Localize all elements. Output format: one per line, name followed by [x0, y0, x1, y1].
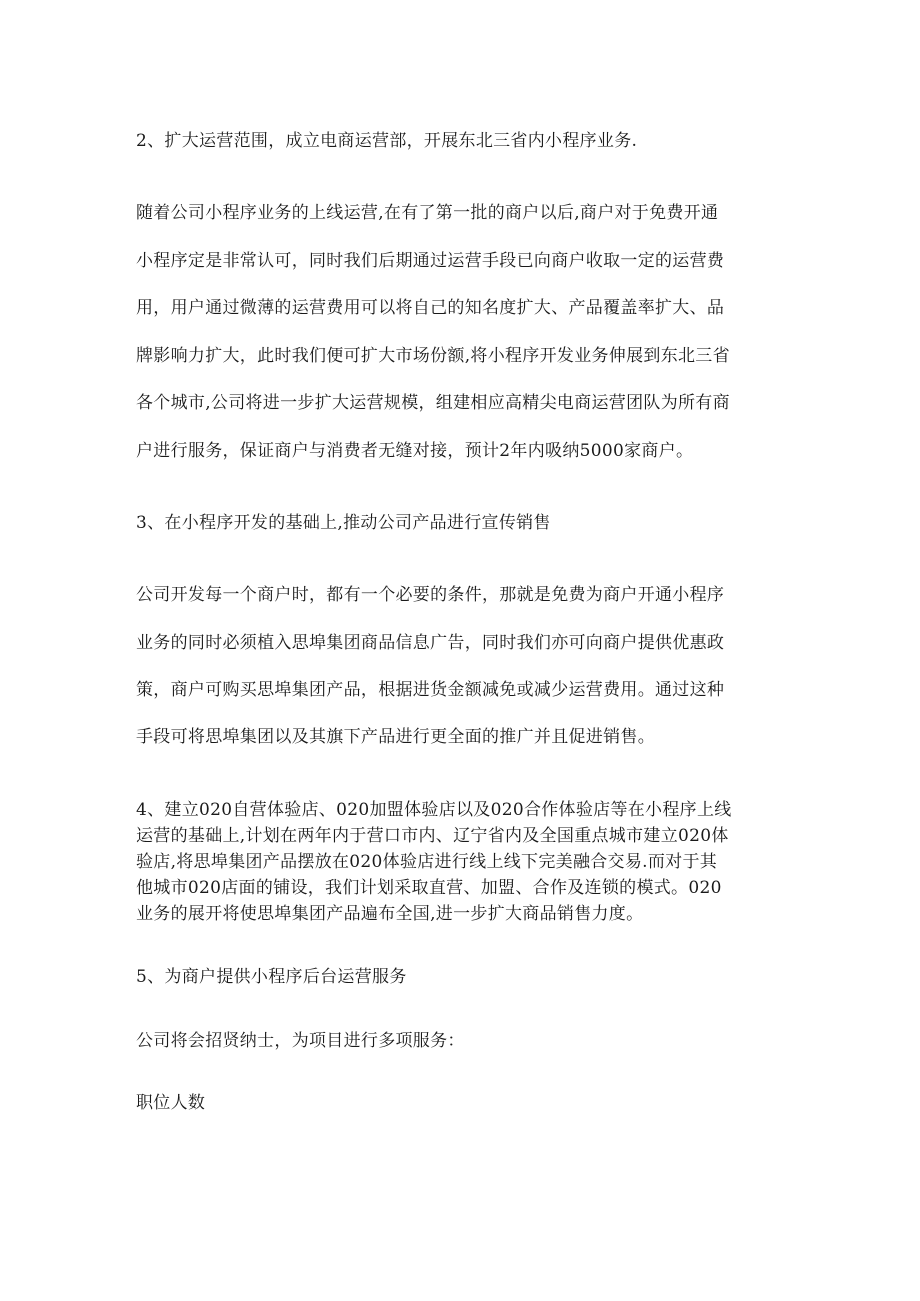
section-2-paragraph-line: 户进行服务，保证商户与消费者无缝对接，预计2年内吸纳5000家商户。: [136, 441, 694, 461]
section-2-paragraph-line: 牌影响力扩大，此时我们便可扩大市场份额,将小程序开发业务伸展到东北三省: [136, 346, 730, 366]
section-3-paragraph-line: 公司开发每一个商户时，都有一个必要的条件，那就是免费为商户开通小程序: [136, 585, 725, 605]
section-4-paragraph-line: 验店,将思埠集团产品摆放在020体验店进行线上线下完美融合交易.而对于其: [136, 852, 718, 872]
section-2-paragraph-line: 用，用户通过微薄的运营费用可以将自己的知名度扩大、产品覆盖率扩大、品: [136, 298, 725, 318]
section-4-paragraph-line: 他城市020店面的铺设，我们计划采取直营、加盟、合作及连锁的模式。020: [136, 878, 722, 898]
section-2-paragraph-line: 小程序定是非常认可，同时我们后期通过运营手段已向商户收取一定的运营费: [136, 251, 725, 271]
section-4-paragraph-line: 运营的基础上,计划在两年内于营口市内、辽宁省内及全国重点城市建立020体: [136, 826, 729, 846]
section-3-paragraph-line: 手段可将思埠集团以及其旗下产品进行更全面的推广并且促进销售。: [136, 727, 655, 747]
section-2-heading: 2、扩大运营范围，成立电商运营部，开展东北三省内小程序业务.: [136, 131, 638, 151]
section-3-paragraph-line: 策，商户可购买思埠集团产品，根据进货金额减免或减少运营费用。通过这种: [136, 680, 725, 700]
section-2-paragraph-line: 随着公司小程序业务的上线运营,在有了第一批的商户以后,商户对于免费开通: [136, 203, 719, 223]
section-4-paragraph-line: 4、建立020自营体验店、020加盟体验店以及020合作体验店等在小程序上线: [136, 800, 732, 820]
section-3-heading: 3、在小程序开发的基础上,推动公司产品进行宣传销售: [136, 513, 551, 533]
section-4-paragraph-line: 业务的展开将使思埠集团产品遍布全国,进一步扩大商品销售力度。: [136, 904, 644, 924]
section-5-heading: 5、为商户提供小程序后台运营服务: [136, 967, 407, 987]
table-header: 职位人数: [136, 1093, 206, 1113]
section-2-paragraph-line: 各个城市,公司将进一步扩大运营规模，组建相应高精尖电商运营团队为所有商: [136, 393, 730, 413]
section-5-paragraph: 公司将会招贤纳士，为项目进行多项服务：: [136, 1031, 465, 1051]
section-3-paragraph-line: 业务的同时必须植入思埠集团商品信息广告，同时我们亦可向商户提供优惠政: [136, 633, 725, 653]
